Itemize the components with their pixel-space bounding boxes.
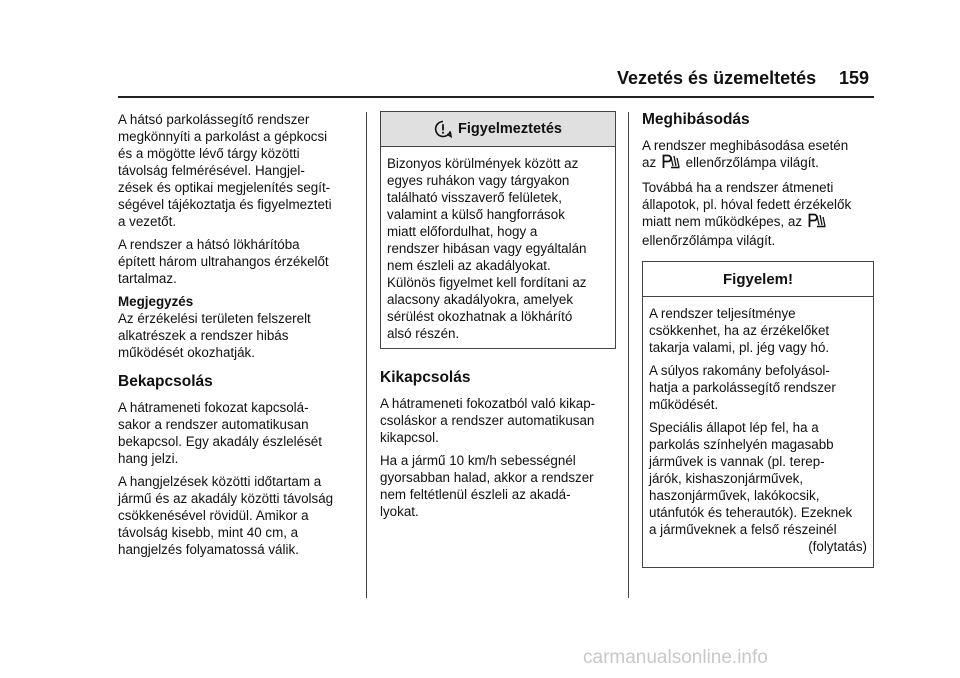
header-divider <box>118 96 874 98</box>
speed-paragraph: Ha a jármű 10 km/h sebességnél gyorsabban halad, akkor a rendszer nem feltétlenül észleli az akadá- lyokat. <box>380 453 594 519</box>
intro-paragraph: A hátsó parkolássegítő rendszer megkönnyíti a parkolást a gépkocsi és a mögötte lévő tárgy közötti távolság felmérésével. Hangjel- zések és optikai megjelenítés segít- ségével tájékoztatja és figyelmezteti a vezetőt. <box>118 112 332 229</box>
caution-header: Figyelem! <box>643 262 873 297</box>
malfunction-suffix: ellenőrzőlámpa világít. <box>685 155 819 170</box>
signal-paragraph: A hangjelzések közötti időtartam a jármű és az akadály közötti távolság csökkenésével rövidül. Amikor a távolság kisebb, mint 40 cm, a hangjelzés folyamatossá válik. <box>118 474 334 557</box>
activation-paragraph: A hátrameneti fokozat kapcsolá- sakor a rendszer automatikusan bekapcsol. Egy akadály észlelését hang jelzi. <box>118 400 322 466</box>
caution-paragraph-3: Speciális állapot lép fel, ha a parkolás színhelyén magasabb járművek is vannak (pl. terep- járók, kishaszonjárművek, haszonjárművek, lakókocsik, utánfutók és teherautók). Ezeknek a járműveknek a felső részeinél <box>649 420 853 537</box>
section-heading-malfunction: Meghibásodás <box>642 111 750 128</box>
page-section-title: Vezetés és üzemeltetés <box>617 68 817 88</box>
column-middle <box>380 111 616 526</box>
temporary-line-1: Továbbá ha a rendszer átmeneti <box>642 180 834 195</box>
malfunction-paragraph <box>642 137 874 173</box>
column-right <box>642 111 874 568</box>
column-divider-2 <box>628 112 629 598</box>
section-heading-deactivation: Kikapcsolás <box>380 369 471 386</box>
caution-paragraph-1: A rendszer teljesítménye csökkenhet, ha az érzékelőket takarja valami, pl. jég vagy hó. <box>649 306 830 355</box>
warning-circle-icon <box>434 120 452 138</box>
temporary-line-2: állapotok, pl. hóval fedett érzékelők <box>642 197 852 212</box>
watermark-text: carmanualsonline.info <box>583 647 768 668</box>
temporary-fault-paragraph <box>642 179 874 249</box>
caution-paragraph-2: A súlyos rakomány befolyásol- hatja a parkolássegítő rendszer működését. <box>649 363 836 412</box>
note-heading: Megjegyzés <box>118 294 194 309</box>
malfunction-prefix: az <box>642 155 657 170</box>
warning-header <box>381 112 615 147</box>
continued-note: (folytatás) <box>808 539 867 554</box>
temporary-line-4: ellenőrzőlámpa világít. <box>642 233 776 248</box>
park-assist-indicator-icon <box>662 154 680 173</box>
note-text: Az érzékelési területen felszerelt alkatrészek a rendszer hibás működését okozhatják. <box>118 311 311 360</box>
park-assist-indicator-icon <box>808 213 826 232</box>
section-heading-activation: Bekapcsolás <box>118 373 213 390</box>
warning-title: Figyelmeztetés <box>458 120 562 137</box>
deactivation-paragraph: A hátrameneti fokozatból való kikap- csoláskor a rendszer automatikusan kikapcsol. <box>380 396 596 445</box>
warning-box <box>380 111 616 349</box>
temporary-prefix: miatt nem működképes, az <box>642 214 803 229</box>
sensor-paragraph: A rendszer a hátsó lökhárítóba épített három ultrahangos érzékelőt tartalmaz. <box>118 237 329 286</box>
caution-box <box>642 261 874 568</box>
column-left <box>118 111 358 564</box>
column-divider-1 <box>366 112 367 598</box>
page-number: 159 <box>839 68 870 88</box>
warning-text: Bizonyos körülmények között az egyes ruhákon vagy tárgyakon található visszaverő felületek, valamint a külső hangforrások miatt előfordulhat, hogy a rendszer hibásan vagy egyáltalán nem észleli az akadályokat. Különös figyelmet kell fordítani az alacsony akadályokra, amelyek sérülést okozhatnak a lökhárító alsó részén. <box>387 156 587 341</box>
malfunction-line-1: A rendszer meghibásodása esetén <box>642 138 849 153</box>
